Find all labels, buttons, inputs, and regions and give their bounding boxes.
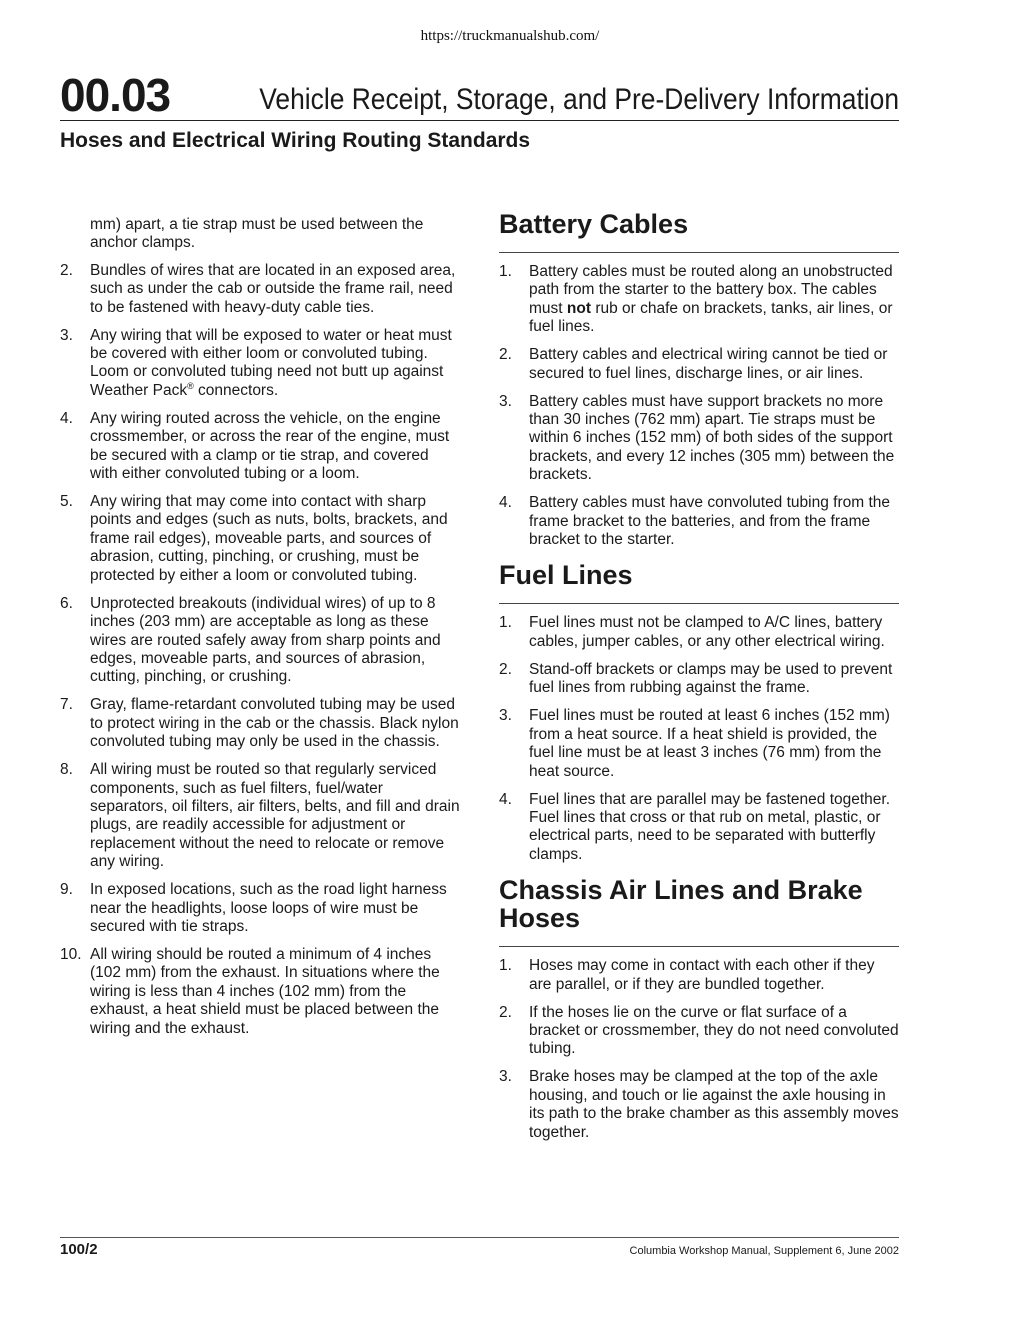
list-item: 6. Unprotected breakouts (individual wires) of up to 8 inches (203 mm) are acceptable as long as these wires are routed safely away from sharp points and edges, moveable parts, and sources of abrasion, cutting, pinching, or crushing. <box>60 594 441 686</box>
list-item: 4. Battery cables must have convoluted tubing from the frame bracket to the batteries, and from the frame bracket to the starter. <box>499 494 891 549</box>
air-list <box>499 957 901 1142</box>
heading-rule <box>499 946 899 947</box>
heading-rule <box>499 603 899 604</box>
list-item: 10. All wiring should be routed a minimum of 4 inches (102 mm) from the exhaust. In situations where the wiring is less than 4 inches (102 mm) from the exhaust, a heat shield must be placed between the wiring and the exhaust. <box>60 945 440 1037</box>
list-item: 1. Hoses may come in contact with each other if they are parallel, or if they are bundled together. <box>499 957 875 993</box>
page-number: 100/2 <box>60 1241 98 1258</box>
registered-mark: ® <box>187 380 194 391</box>
air-heading: Chassis Air Lines and Brake Hoses <box>499 875 863 934</box>
list-item: 4. Any wiring routed across the vehicle, on the engine crossmember, or across the rear of the engine, must be secured with a clamp or tie strap, and covered with either convoluted tubing or a loom. <box>60 409 450 483</box>
right-column <box>499 210 901 1154</box>
list-item: 7. Gray, flame-retardant convoluted tubing may be used to protect wiring in the cab or the chassis. Black nylon convoluted tubing may only be used in the chassis. <box>60 696 459 751</box>
battery-list <box>499 263 901 549</box>
list-item: 4. Fuel lines that are parallel may be fastened together. Fuel lines that cross or that rub on metal, plastic, or electrical parts, need to be separated with butterfly clamps. <box>499 790 891 863</box>
heading-rule <box>499 252 899 253</box>
list-item: 8. All wiring must be routed so that regularly serviced components, such as fuel filters, fuel/water separators, oil filters, air filters, belts, and fill and drain plugs, are readily accessible for adjustment or replacement without the need to relocate or remove any wiring. <box>60 761 460 871</box>
section-title: Vehicle Receipt, Storage, and Pre-Delivery Information <box>259 83 899 116</box>
battery-heading: Battery Cables <box>499 209 689 239</box>
list-item: 3. Battery cables must have support brackets no more than 30 inches (762 mm) apart. Tie straps must be within 6 inches (152 mm) of both sides of the support brackets, and every 12 inches (305 mm) between the brackets. <box>499 392 895 484</box>
fuel-list <box>499 614 901 864</box>
list-item: 2. Stand-off brackets or clamps may be used to prevent fuel lines from rubbing against the frame. <box>499 660 893 697</box>
list-item: 5. Any wiring that may come into contact with sharp points and edges (such as nuts, bolts, brackets, and frame rail edges), moveable parts, and sources of abrasion, cutting, pinching, or crushing, must be protected by either a loom or convoluted tubing. <box>60 493 448 584</box>
list-item: 2. Battery cables and electrical wiring cannot be tied or secured to fuel lines, discharge lines, or air lines. <box>499 346 888 382</box>
list-item: 3. Brake hoses may be clamped at the top of the axle housing, and touch or lie against the axle housing in its path to the brake chamber as this assembly moves together. <box>499 1068 899 1141</box>
list-item: 3. Fuel lines must be routed at least 6 inches (152 mm) from a heat source. If a heat shield is provided, the fuel line must be at least 3 inches (76 mm) from the heat source. <box>499 707 890 780</box>
source-url: https://truckmanualshub.com/ <box>420 28 600 44</box>
list-item: 2. Bundles of wires that are located in an exposed area, such as under the cab or outside the frame rail, need to be fastened with heavy-duty cable ties. <box>60 261 456 316</box>
list-item: 1. Fuel lines must not be clamped to A/C lines, battery cables, jumper cables, or any other electrical wiring. <box>499 614 885 650</box>
battery-section <box>499 210 901 549</box>
list-item: 9. In exposed locations, such as the road light harness near the headlights, loose loops of wire must be secured with tie straps. <box>60 881 447 935</box>
section-number: 00.03 <box>60 69 171 121</box>
fuel-heading: Fuel Lines <box>499 560 633 591</box>
header-rule <box>60 120 899 121</box>
wiring-list <box>60 262 460 1038</box>
fuel-section <box>499 561 901 864</box>
page-subtitle: Hoses and Electrical Wiring Routing Standards <box>60 129 531 152</box>
footer-rule <box>60 1237 899 1238</box>
continued-text: mm) apart, a tie strap must be used between the anchor clamps. <box>90 216 424 252</box>
list-item: 1. Battery cables must be routed along an unobstructed path from the starter to the battery box. The cables must not rub or chafe on brackets, tanks, air lines, or fuel lines. <box>499 263 893 336</box>
publication-info: Columbia Workshop Manual, Supplement 6, June 2002 <box>629 1245 899 1257</box>
left-column <box>60 216 460 1048</box>
list-item: 3. Any wiring that will be exposed to water or heat must be covered with either loom or convoluted tubing. Loom or convoluted tubing need not butt up against Weather Pack® connectors. <box>60 326 452 399</box>
air-section <box>499 876 901 1142</box>
list-item: 2. If the hoses lie on the curve or flat surface of a bracket or crossmember, they do not need convoluted tubing. <box>499 1003 899 1058</box>
